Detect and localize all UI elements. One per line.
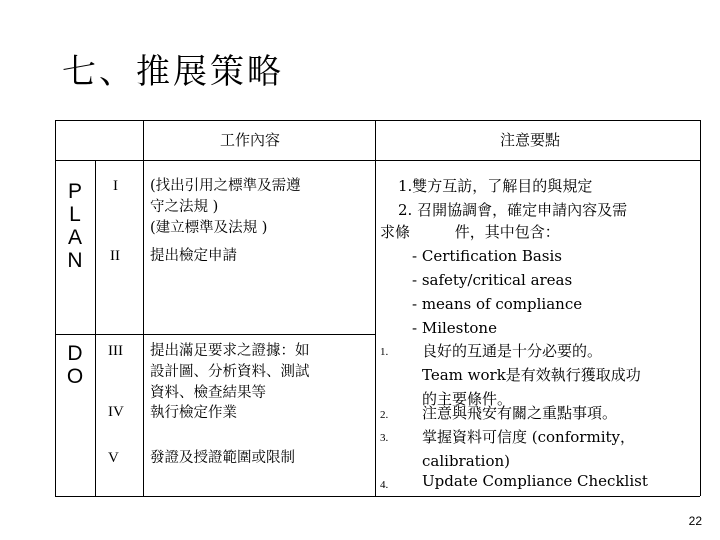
plan-letter: L <box>69 203 81 226</box>
plan-letter: N <box>67 249 83 272</box>
note-line: Update Compliance Checklist <box>422 472 648 490</box>
plan-note: 2. 召開協調會，確定申請內容及需 <box>398 201 628 219</box>
step-line: 提出滿足要求之證據：如 <box>150 343 310 359</box>
step-number: V <box>108 450 119 466</box>
note-line: 掌握資料可信度 (conformity， <box>422 428 635 446</box>
do-letter: O <box>66 365 84 388</box>
table-left-border <box>55 120 56 496</box>
step-number: IV <box>108 404 124 420</box>
note-line: 的主要條件。 <box>422 390 513 408</box>
plan-note: - Milestone <box>412 319 497 337</box>
do-note <box>422 469 648 493</box>
step-line: 設計圖、分析資料、測試 <box>150 364 310 380</box>
step-line: (找出引用之標準及需遵 <box>150 178 301 194</box>
step-line: 執行檢定作業 <box>150 405 237 421</box>
plan-phase-label <box>60 180 90 272</box>
phase-col-divider <box>95 160 96 496</box>
step-description <box>150 403 370 424</box>
step-line: 守之法規 ) <box>150 199 219 215</box>
header-divider <box>55 160 700 161</box>
note-line: 良好的互通是十分必要的。 <box>422 342 603 360</box>
note-number: 4. <box>380 479 389 491</box>
step-line: 發證及授證範圍或限制 <box>150 450 295 466</box>
notes-col-divider <box>375 120 376 496</box>
work-content-header: 工作內容 <box>220 131 281 149</box>
plan-note: - Certification Basis <box>412 247 562 265</box>
table-bottom-border <box>55 496 700 497</box>
table-top-border <box>55 120 700 121</box>
do-phase-label <box>60 342 90 388</box>
page-number: 22 <box>688 514 702 528</box>
note-number: 2. <box>380 409 389 421</box>
note-line: Team work是有效執行獲取成功 <box>422 366 641 384</box>
plan-letter: A <box>67 226 82 249</box>
plan-note: - safety/critical areas <box>412 271 573 289</box>
plan-letter: P <box>67 180 82 203</box>
plan-note: 1.雙方互訪，了解目的與規定 <box>398 177 593 195</box>
plan-note: - means of compliance <box>412 295 583 313</box>
note-number: 1. <box>380 346 389 358</box>
step-number: III <box>108 343 123 359</box>
step-description <box>150 246 370 267</box>
step-description <box>150 176 370 239</box>
step-description <box>150 448 370 469</box>
note-line: calibration) <box>422 452 511 470</box>
step-col-divider <box>143 120 144 496</box>
plan-do-divider <box>55 334 375 335</box>
step-line: 資料、檢查結果等 <box>150 385 266 401</box>
step-number: I <box>113 178 118 194</box>
do-note <box>422 401 617 425</box>
step-description <box>150 341 370 404</box>
table-right-border <box>700 120 701 496</box>
step-line: 提出檢定申請 <box>150 248 237 264</box>
note-line: 注意與飛安有關之重點事項。 <box>422 404 618 422</box>
step-line: (建立標準及法規 ) <box>150 220 268 236</box>
plan-note: 求條 件，其中包含： <box>380 223 560 241</box>
notes-header: 注意要點 <box>500 131 561 149</box>
note-number: 3. <box>380 432 389 444</box>
do-note <box>422 425 635 473</box>
do-letter: D <box>67 342 83 365</box>
page-title: 七、推展策略 <box>62 52 284 92</box>
step-number: II <box>110 248 120 264</box>
